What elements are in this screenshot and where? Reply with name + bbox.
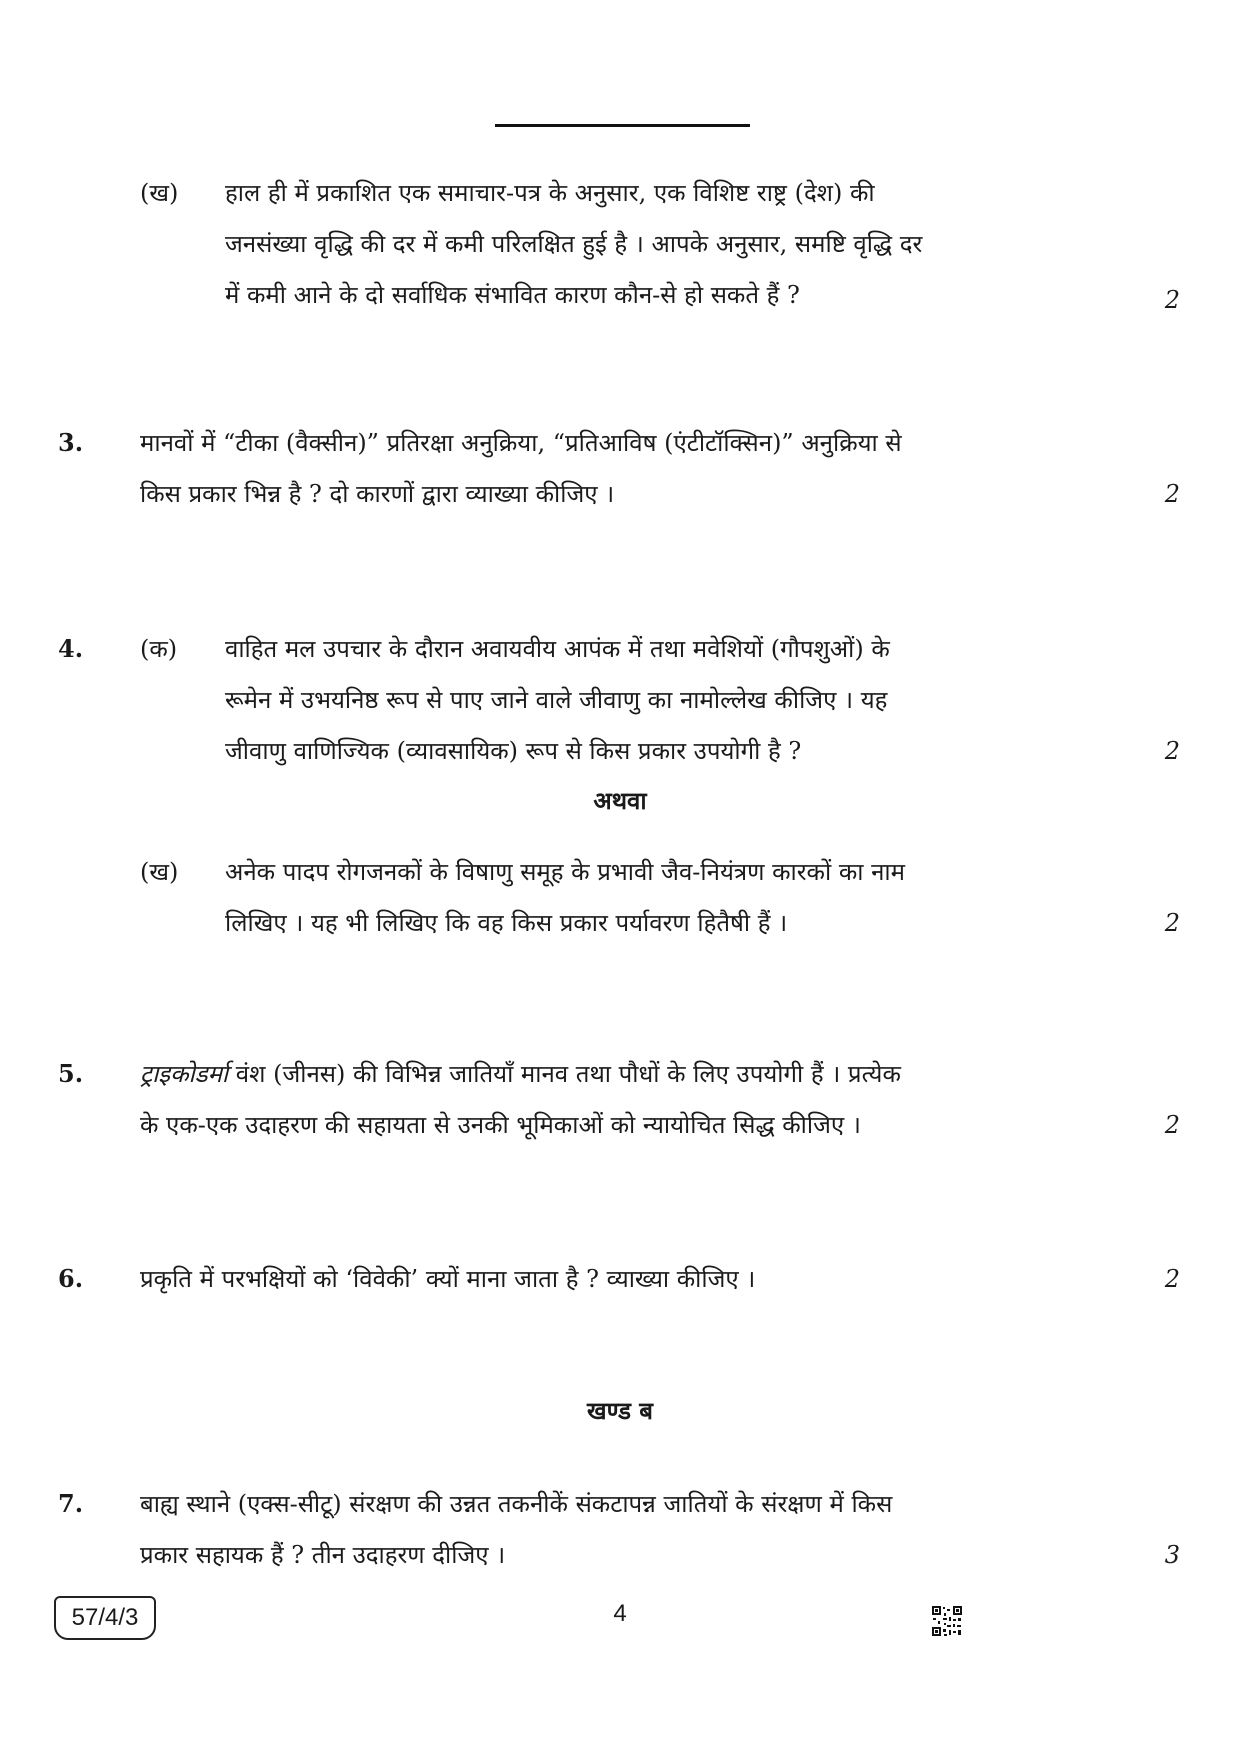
q2b-line-3: में कमी आने के दो सर्वाधिक संभावित कारण कौन-से हो सकते हैं ? (225, 281, 800, 309)
q2b-line-2: जनसंख्या वृद्धि की दर में कमी परिलक्षित हुई है । आपके अनुसार, समष्टि वृद्धि दर (225, 230, 923, 258)
q4a-line-1: वाहित मल उपचार के दौरान अवायवीय आपंक में तथा मवेशियों (गौपशुओं) के (225, 635, 890, 663)
q7-line-2: प्रकार सहायक हैं ? तीन उदाहरण दीजिए । (140, 1541, 506, 1569)
paper-code: 57/4/3 (71, 1604, 139, 1631)
q4b-line-1: अनेक पादप रोगजनकों के विषाणु समूह के प्रभावी जैव-नियंत्रण कारकों का नाम (225, 858, 906, 886)
q4a-marks: 2 (1164, 737, 1180, 765)
q5-line-1 (140, 1057, 1115, 1091)
top-rule (495, 124, 750, 127)
or-heading: अथवा (593, 786, 647, 815)
q7-number: 7. (58, 1489, 84, 1518)
q6-number: 6. (58, 1264, 84, 1293)
q3-marks: 2 (1164, 480, 1180, 508)
q5-genus-name: ट्राइकोडर्मा (140, 1060, 229, 1088)
q4b-line-2: लिखिए । यह भी लिखिए कि वह किस प्रकार पर्यावरण हितैषी हैं । (225, 909, 788, 937)
qr-code-icon (931, 1605, 963, 1637)
q7-line-1: बाह्य स्थाने (एक्स-सीटू) संरक्षण की उन्नत तकनीकें संकटापन्न जातियों के संरक्षण में किस (140, 1490, 893, 1518)
q4b-marks: 2 (1164, 909, 1180, 937)
q4a-line-2: रूमेन में उभयनिष्ठ रूप से पाए जाने वाले जीवाणु का नामोल्लेख कीजिए । यह (225, 686, 888, 714)
q4a-label: (क) (140, 635, 178, 663)
q5-number: 5. (58, 1059, 84, 1088)
q5-line-1-rest: वंश (जीनस) की विभिन्न जातियाँ मानव तथा पौधों के लिए उपयोगी हैं । प्रत्येक (228, 1060, 901, 1088)
q6-text: प्रकृति में परभक्षियों को ‘विवेकी’ क्यों माना जाता है ? व्याख्या कीजिए । (140, 1265, 756, 1293)
q3-number: 3. (58, 428, 84, 457)
page-number: 4 (613, 1600, 627, 1627)
q5-marks: 2 (1164, 1111, 1180, 1139)
q3-line-2: किस प्रकार भिन्न है ? दो कारणों द्वारा व्याख्या कीजिए । (140, 480, 615, 508)
q7-marks: 3 (1164, 1541, 1180, 1569)
q2b-line-1: हाल ही में प्रकाशित एक समाचार-पत्र के अनुसार, एक विशिष्ट राष्ट्र (देश) की (225, 179, 875, 207)
q2b-label: (ख) (140, 179, 179, 207)
q4b-label: (ख) (140, 858, 179, 886)
q6-marks: 2 (1164, 1265, 1180, 1293)
q4-number: 4. (58, 634, 84, 663)
q3-line-1: मानवों में “टीका (वैक्सीन)” प्रतिरक्षा अनुक्रिया, “प्रतिआविष (एंटीटॉक्सिन)” अनुक्रिया से (140, 429, 902, 457)
section-heading: खण्ड ब (587, 1396, 653, 1425)
q5-line-2: के एक-एक उदाहरण की सहायता से उनकी भूमिकाओं को न्यायोचित सिद्ध कीजिए । (140, 1111, 861, 1139)
paper-code-badge (54, 1596, 156, 1640)
q2b-marks: 2 (1164, 286, 1180, 314)
q4a-line-3: जीवाणु वाणिज्यिक (व्यावसायिक) रूप से किस प्रकार उपयोगी है ? (225, 737, 802, 765)
